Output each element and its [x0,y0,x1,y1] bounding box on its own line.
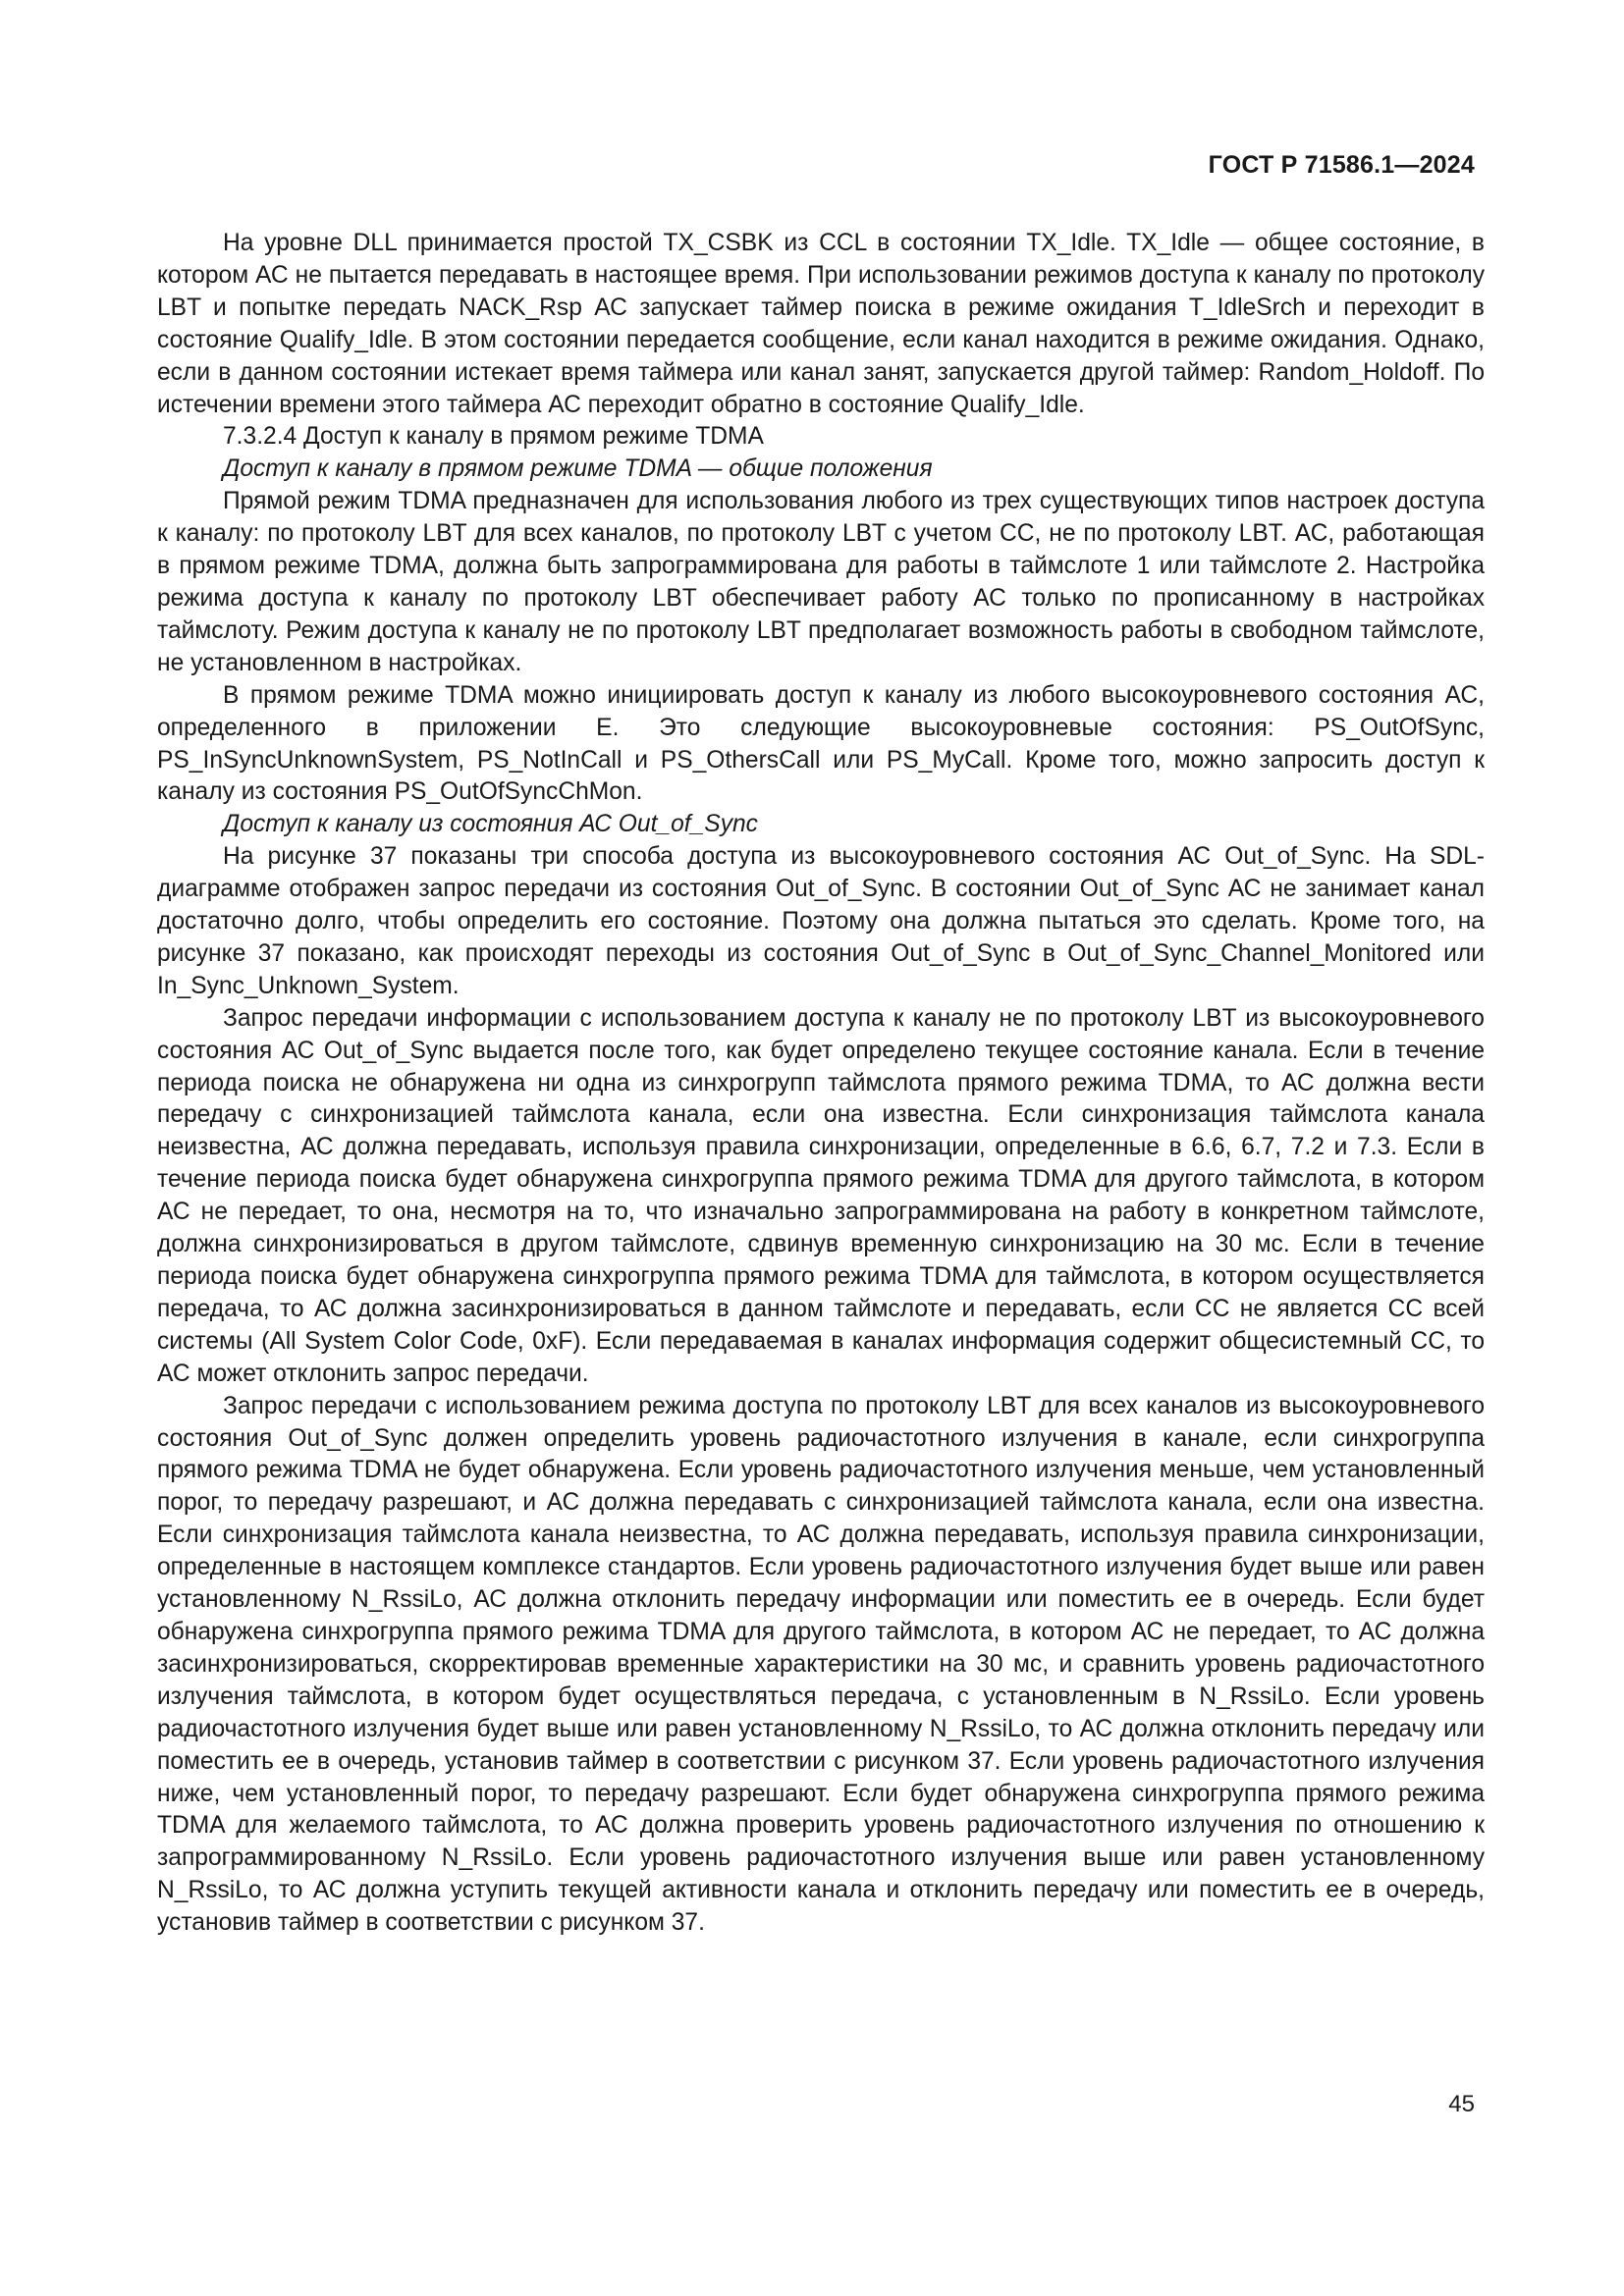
paragraph: Запрос передачи с использованием режима доступа по протоколу LBT для всех каналов из высокоуровневого состояния Out_of_Sync должен определить уровень радиочастотного излучения в канале, если синхрогруппа прямого режима TDMA не будет обнаружена. Если уровень радиочастотного излучения меньше, чем установленный порог, то передачу разрешают, и АС должна передавать с синхронизацией таймслота канала, если она известна. Если синхронизация таймслота канала неизвестна, то АС должна передавать, используя правила синхронизации, определенные в настоящем комплексе стандартов. Если уровень радиочастотного излучения будет выше или равен установленному N_RssiLo, АС должна отклонить передачу информации или поместить ее в очередь. Если будет обнаружена синхрогруппа прямого режима TDMA для другого таймслота, в котором АС не передает, то АС должна засинхронизироваться, скорректировав временные характеристики на 30 мс, и сравнить уровень радиочастотного излучения таймслота, в котором будет осуществляться передача, с установленным в N_RssiLo. Если уровень радиочастотного излучения будет выше или равен установленному N_RssiLo, то АС должна отклонить передачу или поместить ее в очередь, установив таймер в соответствии с рисунком 37. Если уровень радиочастотного излучения ниже, чем установленный порог, то передачу разрешают. Если будет обнаружена синхрогруппа прямого режима TDMA для желаемого таймслота, то АС должна проверить уровень радиочастотного излучения по отношению к запрограммированному N_RssiLo. Если уровень радиочастотного излучения выше или равен установленному N_RssiLo, то АС должна уступить текущей активности канала и отклонить передачу или поместить ее в очередь, установив таймер в соответствии с рисунком 37. [157,1392,1485,1937]
paragraph: 7.3.2.4 Доступ к каналу в прямом режиме TDMA [223,423,764,451]
standard-header: ГОСТ Р 71586.1—2024 [1208,151,1475,179]
page-number: 45 [1448,2091,1475,2117]
paragraph: В прямом режиме TDMA можно инициировать доступ к каналу из любого высокоуровневого состояния АС, определенного в приложении Е. Это следующие высокоуровневые состояния: PS_OutOfSync, PS_InSyncUnknownSystem, PS_NotInCall и PS_OthersCall или PS_MyCall. Кроме того, можно запросить доступ к каналу из состояния PS_OutOfSyncChMon. [157,681,1485,806]
paragraph: Прямой режим TDMA предназначен для использования любого из трех существующих типов настроек доступа к каналу: по протоколу LBT для всех каналов, по протоколу LBT с учетом CC, не по протоколу LBT. АС, работающая в прямом режиме TDMA, должна быть запрограммирована для работы в таймслоте 1 или таймслоте 2. Настройка режима доступа к каналу по протоколу LBT обеспечивает работу АС только по прописанному в настройках таймслоту. Режим доступа к каналу не по протоколу LBT предполагает возможность работы в свободном таймслоте, не установленном в настройках. [157,488,1485,676]
paragraph: На уровне DLL принимается простой TX_CSBK из CCL в состоянии TX_Idle. TX_Idle — общее состояние, в котором АС не пытается передавать в настоящее время. При использовании режимов доступа к каналу по протоколу LBT и попытке передать NACK_Rsp АС запускает таймер поиска в режиме ожидания T_IdleSrch и переходит в состояние Qualify_Idle. В этом состоянии передается сообщение, если канал находится в режиме ожидания. Однако, если в данном состоянии истекает время таймера или канал занят, запускается другой таймер: Random_Holdoff. По истечении времени этого таймера АС переходит обратно в состояние Qualify_Idle. [157,230,1485,418]
paragraph: Запрос передачи информации с использованием доступа к каналу не по протоколу LBT из высокоуровневого состояния АС Out_of_Sync выдается после того, как будет определено текущее состояние канала. Если в течение периода поиска не обнаружена ни одна из синхрогрупп таймслота прямого режима TDMA, то АС должна вести передачу с синхронизацией таймслота канала, если она известна. Если синхронизация таймслота канала неизвестна, АС должна передавать, используя правила синхронизации, определенные в 6.6, 6.7, 7.2 и 7.3. Если в течение периода поиска будет обнаружена синхрогруппа прямого режима TDMA для другого таймслота, в котором АС не передает, то она, несмотря на то, что изначально запрограммирована на работу в конкретном таймслоте, должна синхронизироваться в другом таймслоте, сдвинув временную синхронизацию на 30 мс. Если в течение периода поиска будет обнаружена синхрогруппа прямого режима TDMA для таймслота, в котором осуществляется передача, то АС должна засинхронизироваться в данном таймслоте и передавать, если CC не является CC всей системы (All System Color Code, 0xF). Если передаваемая в каналах информация содержит общесистемный CC, то АС может отклонить запрос передачи. [157,1004,1485,1387]
body-text [157,228,1485,1940]
paragraph: На рисунке 37 показаны три способа доступа из высокоуровневого состояния АС Out_of_Sync. На SDL-диаграмме отображен запрос передачи из состояния Out_of_Sync. В состоянии Out_of_Sync АС не занимает канал достаточно долго, чтобы определить его состояние. Поэтому она должна пытаться это сделать. Кроме того, на рисунке 37 показано, как происходят переходы из состояния Out_of_Sync в Out_of_Sync_Channel_Monitored или In_Sync_Unknown_System. [157,843,1485,999]
section-subheading: Доступ к каналу в прямом режиме TDMA — общие положения [223,455,933,483]
section-subheading: Доступ к каналу из состояния АС Out_of_Sync [223,811,758,838]
